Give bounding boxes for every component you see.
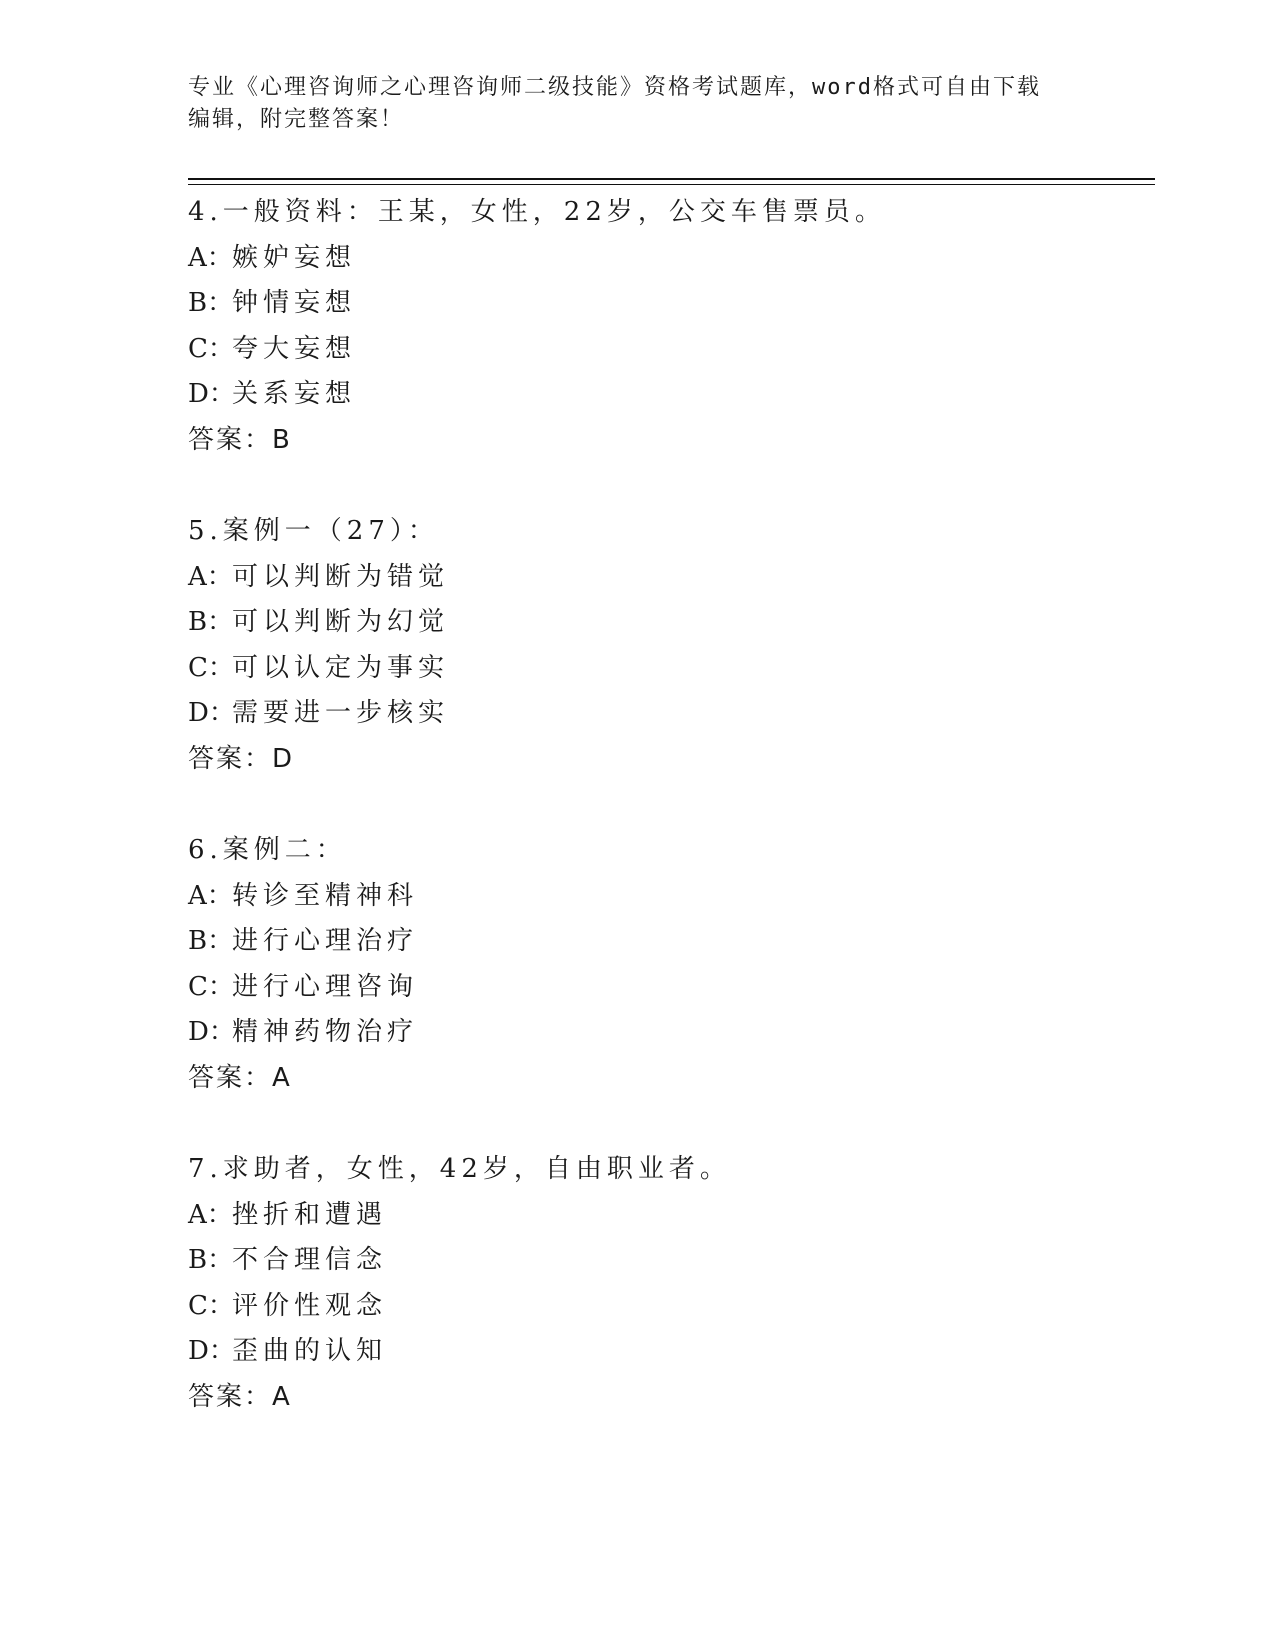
option-text: 夸大妄想	[232, 333, 357, 364]
option-key: C：	[188, 333, 234, 364]
question-stem: 4.一般资料：王某，女性，22岁，公交车售票员。	[188, 197, 886, 227]
option-c	[188, 1284, 1148, 1330]
answer-line: 答案：D	[188, 743, 295, 774]
option-c	[188, 646, 1148, 692]
question-7	[188, 1147, 1148, 1420]
header-line-2: 编辑，附完整答案！	[188, 107, 405, 132]
question-6	[188, 828, 1148, 1101]
option-key: D：	[188, 379, 235, 409]
option-text: 可以判断为错觉	[232, 561, 450, 592]
option-a	[188, 874, 1148, 920]
answer-line: 答案：B	[188, 424, 292, 455]
option-key: D：	[188, 1336, 235, 1366]
option-b	[188, 281, 1148, 327]
option-key: B：	[188, 926, 234, 956]
option-b	[188, 600, 1148, 646]
option-d	[188, 1329, 1148, 1375]
document-header	[188, 72, 1088, 136]
option-text: 进行心理咨询	[232, 971, 419, 1002]
option-text: 评价性观念	[232, 1290, 388, 1321]
option-b	[188, 919, 1148, 965]
option-d	[188, 691, 1148, 737]
answer-line: 答案：A	[188, 1381, 292, 1412]
option-key: C：	[188, 1290, 234, 1321]
option-c	[188, 965, 1148, 1011]
header-divider-thick	[188, 178, 1155, 180]
option-key: A：	[188, 561, 233, 592]
option-text: 嫉妒妄想	[232, 242, 357, 273]
option-key: A：	[188, 242, 233, 273]
question-stem: 7.求助者，女性，42岁，自由职业者。	[188, 1154, 731, 1184]
question-5	[188, 509, 1148, 782]
option-a	[188, 1193, 1148, 1239]
option-c	[188, 327, 1148, 373]
option-key: D：	[188, 1017, 235, 1047]
question-4	[188, 190, 1148, 463]
option-b	[188, 1238, 1148, 1284]
question-stem: 6.案例二：	[188, 835, 347, 865]
option-key: B：	[188, 288, 234, 318]
option-key: A：	[188, 1199, 233, 1230]
option-key: B：	[188, 1245, 234, 1275]
header-line-1: 专业《心理咨询师之心理咨询师二级技能》资格考试题库，word格式可自由下载	[188, 75, 1041, 100]
option-text: 可以判断为幻觉	[232, 607, 450, 637]
question-list	[188, 190, 1148, 1466]
option-text: 钟情妄想	[232, 288, 357, 318]
option-text: 歪曲的认知	[232, 1336, 388, 1366]
option-text: 进行心理治疗	[232, 926, 419, 956]
option-text: 关系妄想	[232, 379, 357, 409]
option-key: B：	[188, 607, 234, 637]
header-divider-thin	[188, 184, 1155, 185]
option-d	[188, 372, 1148, 418]
question-stem: 5.案例一（27）：	[188, 516, 439, 546]
answer-line: 答案：A	[188, 1062, 292, 1093]
option-text: 转诊至精神科	[232, 880, 419, 911]
option-a	[188, 555, 1148, 601]
option-d	[188, 1010, 1148, 1056]
option-text: 可以认定为事实	[232, 652, 450, 683]
option-key: A：	[188, 880, 233, 911]
option-text: 需要进一步核实	[232, 698, 450, 728]
option-text: 不合理信念	[232, 1245, 388, 1275]
option-key: C：	[188, 652, 234, 683]
option-text: 精神药物治疗	[232, 1017, 419, 1047]
option-a	[188, 236, 1148, 282]
option-text: 挫折和遭遇	[232, 1199, 388, 1230]
option-key: C：	[188, 971, 234, 1002]
option-key: D：	[188, 698, 235, 728]
